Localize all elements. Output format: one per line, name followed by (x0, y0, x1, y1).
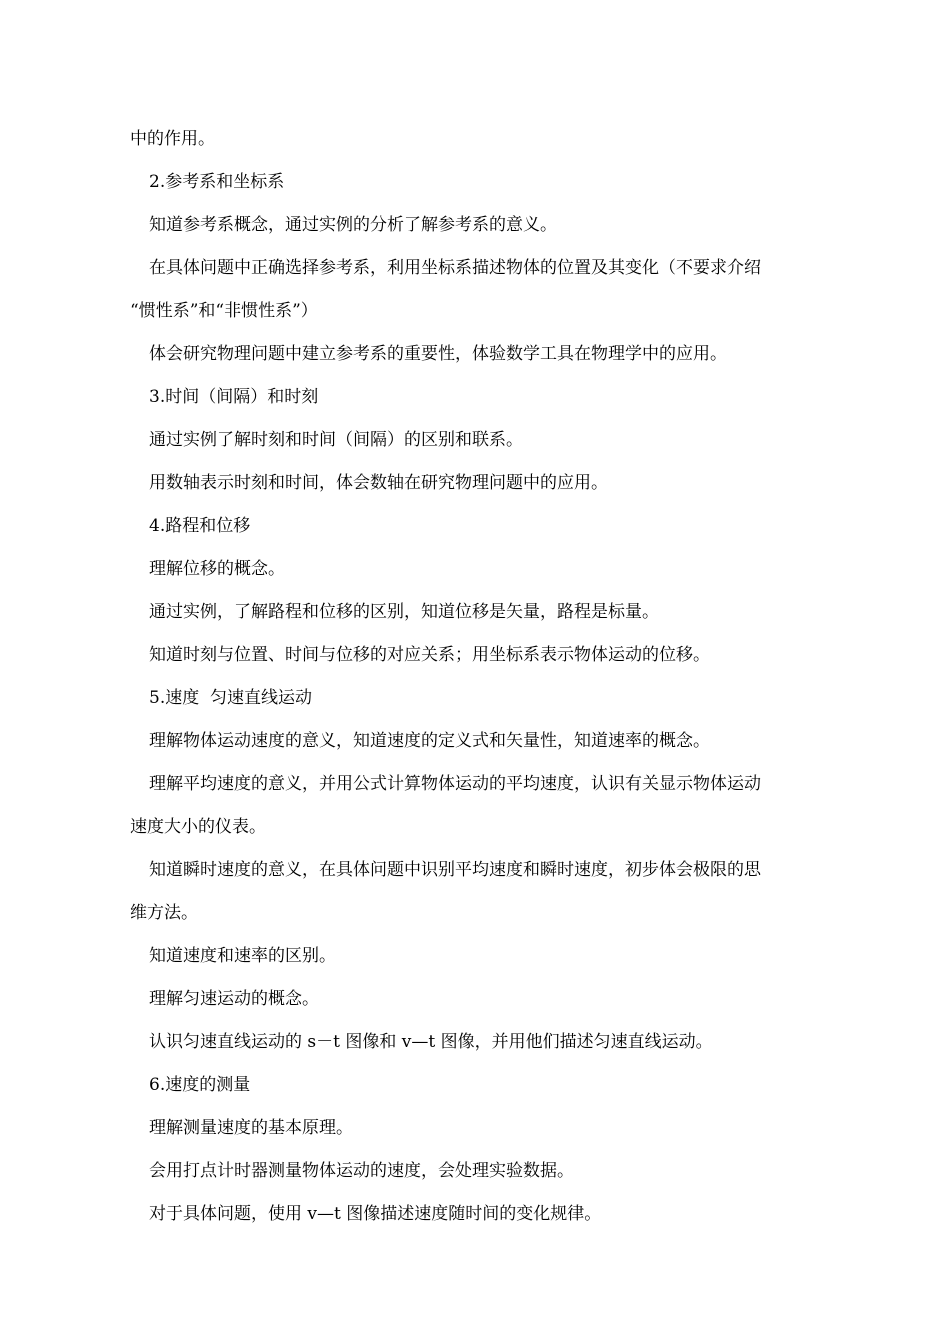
paragraph-line: 中的作用。 (130, 129, 215, 149)
paragraph-line: 理解物体运动速度的意义，知道速度的定义式和矢量性，知道速率的概念。 (149, 731, 710, 751)
paragraph-line: 理解测量速度的基本原理。 (149, 1118, 353, 1138)
paragraph-line: 会用打点计时器测量物体运动的速度，会处理实验数据。 (149, 1161, 574, 1181)
section-heading: 6.速度的测量 (149, 1075, 251, 1095)
paragraph-line: 用数轴表示时刻和时间，体会数轴在研究物理问题中的应用。 (149, 473, 608, 493)
section-heading: 3.时间（间隔）和时刻 (149, 387, 319, 407)
paragraph-line: 知道参考系概念，通过实例的分析了解参考系的意义。 (149, 215, 557, 235)
paragraph-line: 知道时刻与位置、时间与位移的对应关系；用坐标系表示物体运动的位移。 (149, 645, 710, 665)
paragraph-line: 速度大小的仪表。 (130, 817, 266, 837)
section-heading: 4.路程和位移 (149, 516, 251, 536)
paragraph-line: 通过实例，了解路程和位移的区别，知道位移是矢量，路程是标量。 (149, 602, 659, 622)
paragraph-line: 通过实例了解时刻和时间（间隔）的区别和联系。 (149, 430, 523, 450)
paragraph-line: “惯性系”和“非惯性系”） (130, 301, 318, 321)
paragraph-line: 认识匀速直线运动的 s－t 图像和 v—t 图像，并用他们描述匀速直线运动。 (149, 1032, 713, 1052)
paragraph-line: 理解平均速度的意义，并用公式计算物体运动的平均速度，认识有关显示物体运动 (149, 774, 761, 794)
paragraph-line: 体会研究物理问题中建立参考系的重要性，体验数学工具在物理学中的应用。 (149, 344, 727, 364)
paragraph-line: 知道瞬时速度的意义，在具体问题中识别平均速度和瞬时速度，初步体会极限的思 (149, 860, 761, 880)
paragraph-line: 维方法。 (130, 903, 198, 923)
section-heading: 2.参考系和坐标系 (149, 172, 285, 192)
paragraph-line: 理解位移的概念。 (149, 559, 285, 579)
paragraph-line: 知道速度和速率的区别。 (149, 946, 336, 966)
paragraph-line: 理解匀速运动的概念。 (149, 989, 319, 1009)
document-body (130, 118, 850, 1236)
paragraph-line: 对于具体问题，使用 v—t 图像描述速度随时间的变化规律。 (149, 1204, 602, 1224)
paragraph-line: 在具体问题中正确选择参考系，利用坐标系描述物体的位置及其变化（不要求介绍 (149, 258, 761, 278)
section-heading: 5.速度 匀速直线运动 (149, 688, 313, 708)
